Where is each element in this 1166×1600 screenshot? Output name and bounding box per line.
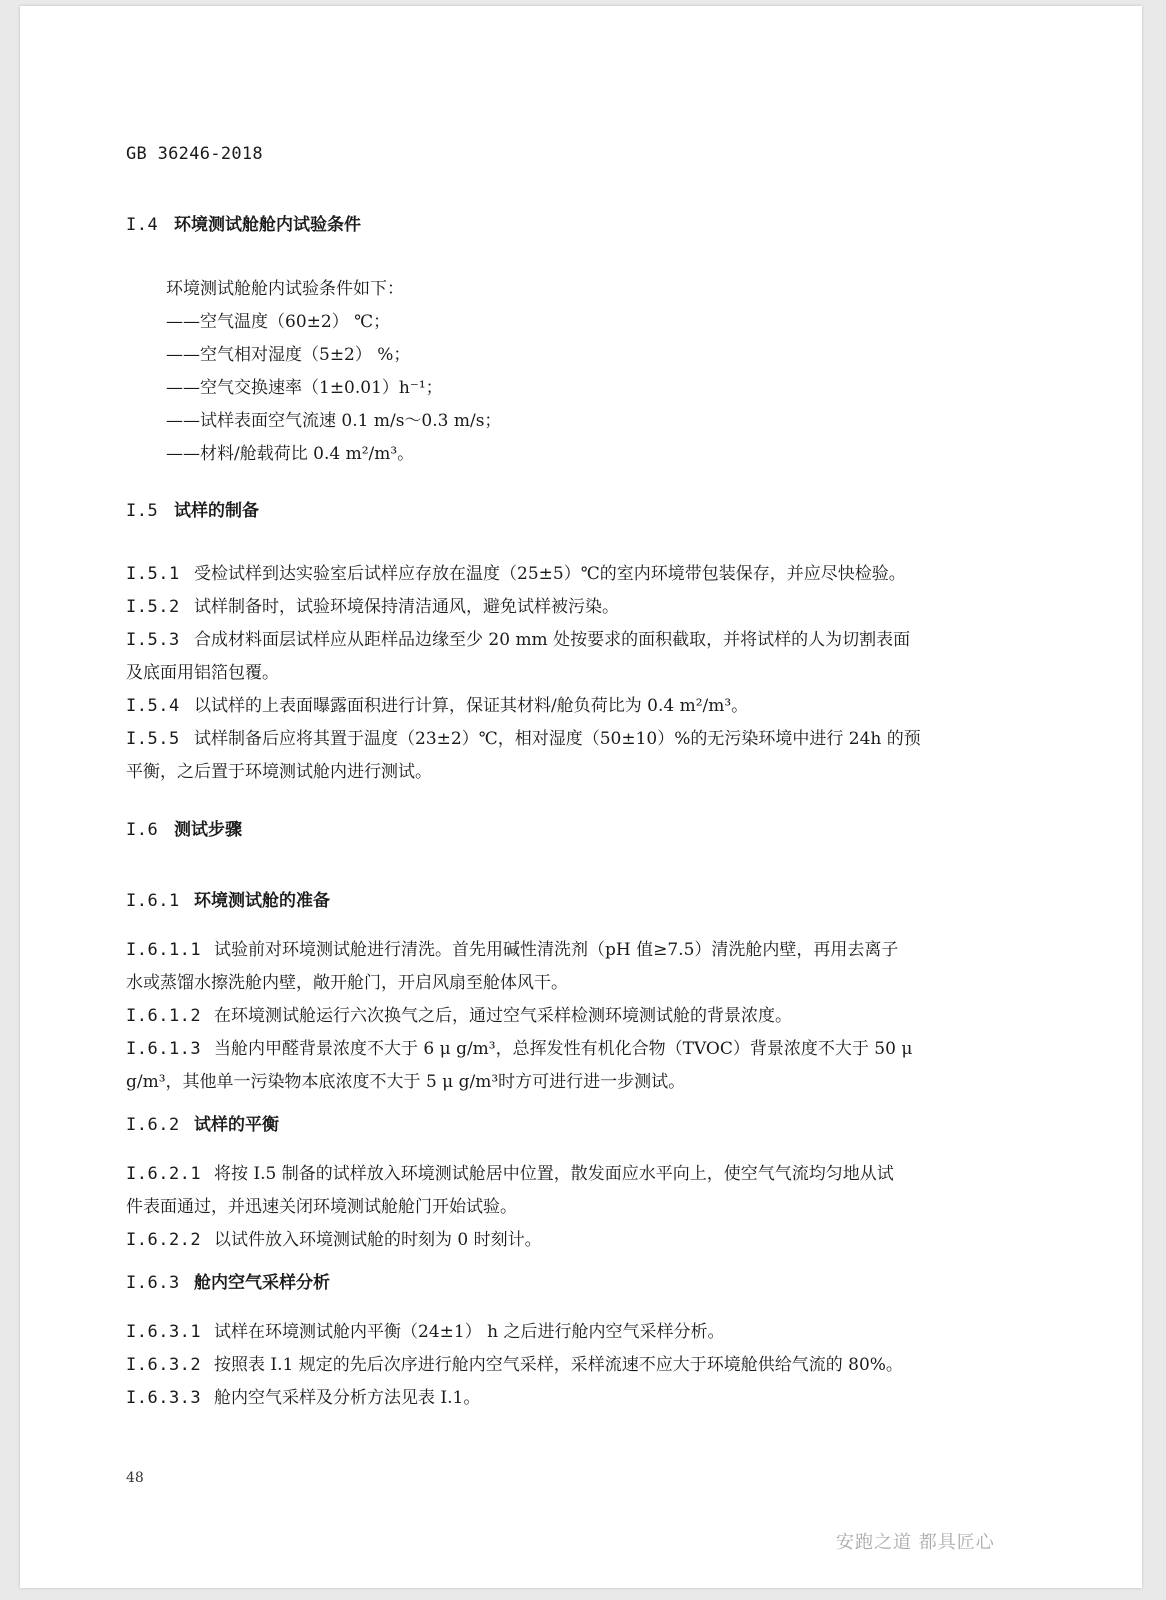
section-heading-i4: I.4 环境测试舱舱内试验条件 — [126, 215, 361, 235]
clause-i5-4: I.5.4 以试样的上表面曝露面积进行计算，保证其材料/舱负荷比为 0.4 m²/m³。 — [126, 696, 749, 716]
clause-i6-1-1-cont: 水或蒸馏水擦洗舱内壁，敞开舱门，开启风扇至舱体风干。 — [126, 973, 568, 993]
clause-i6-2-2: I.6.2.2 以试件放入环境测试舱的时刻为 0 时刻计。 — [126, 1230, 542, 1250]
clause-i6-3-1: I.6.3.1 试样在环境测试舱内平衡（24±1） h 之后进行舱内空气采样分析。 — [126, 1322, 725, 1342]
clause-i6-1-1: I.6.1.1 试验前对环境测试舱进行清洗。首先用碱性清洗剂（pH 值≥7.5）清洗舱内壁，再用去离子 — [126, 940, 899, 960]
clause-i5-2: I.5.2 试样制备时，试验环境保持清洁通风，避免试样被污染。 — [126, 597, 619, 617]
clause-i5-3: I.5.3 合成材料面层试样应从距样品边缘至少 20 mm 处按要求的面积截取，并将试样的人为切割表面 — [126, 630, 911, 650]
page-number: 48 — [126, 1470, 144, 1486]
list-item: ——试样表面空气流速 0.1 m/s～0.3 m/s； — [166, 411, 502, 431]
clause-i6-2-1: I.6.2.1 将按 I.5 制备的试样放入环境测试舱居中位置，散发面应水平向上，使空气气流均匀地从试 — [126, 1164, 894, 1184]
watermark-text: 安跑之道 都具匠心 — [836, 1532, 995, 1553]
section-heading-i6: I.6 测试步骤 — [126, 820, 242, 840]
clause-i5-1: I.5.1 受检试样到达实验室后试样应存放在温度（25±5）℃的室内环境带包装保存，并应尽快检验。 — [126, 564, 906, 584]
list-item: ——空气交换速率（1±0.01）h⁻¹； — [166, 378, 443, 398]
subsection-heading-i6-2: I.6.2 试样的平衡 — [126, 1115, 279, 1135]
list-item: ——材料/舱载荷比 0.4 m²/m³。 — [166, 444, 415, 464]
clause-i6-1-3: I.6.1.3 当舱内甲醛背景浓度不大于 6 μ g/m³，总挥发性有机化合物（TVOC）背景浓度不大于 50 μ — [126, 1039, 913, 1059]
clause-i6-2-1-cont: 件表面通过，并迅速关闭环境测试舱舱门开始试验。 — [126, 1197, 517, 1217]
clause-i5-5: I.5.5 试样制备后应将其置于温度（23±2）℃，相对湿度（50±10）%的无污染环境中进行 24h 的预 — [126, 729, 921, 749]
document-page — [20, 6, 1142, 1588]
subsection-heading-i6-1: I.6.1 环境测试舱的准备 — [126, 891, 330, 911]
list-item: ——空气温度（60±2） ℃； — [166, 312, 391, 332]
paragraph: 环境测试舱舱内试验条件如下： — [166, 279, 404, 299]
clause-i6-1-2: I.6.1.2 在环境测试舱运行六次换气之后，通过空气采样检测环境测试舱的背景浓度。 — [126, 1006, 792, 1026]
clause-i6-3-2: I.6.3.2 按照表 I.1 规定的先后次序进行舱内空气采样，采样流速不应大于环境舱供给气流的 80%。 — [126, 1355, 903, 1375]
standard-number: GB 36246-2018 — [126, 144, 263, 164]
clause-i6-3-3: I.6.3.3 舱内空气采样及分析方法见表 I.1。 — [126, 1388, 481, 1408]
clause-i6-1-3-cont: g/m³，其他单一污染物本底浓度不大于 5 μ g/m³时方可进行进一步测试。 — [126, 1072, 686, 1092]
clause-i5-5-cont: 平衡，之后置于环境测试舱内进行测试。 — [126, 762, 432, 782]
list-item: ——空气相对湿度（5±2） %； — [166, 345, 411, 365]
section-heading-i5: I.5 试样的制备 — [126, 501, 259, 521]
clause-i5-3-cont: 及底面用铝箔包覆。 — [126, 663, 279, 683]
subsection-heading-i6-3: I.6.3 舱内空气采样分析 — [126, 1273, 330, 1293]
